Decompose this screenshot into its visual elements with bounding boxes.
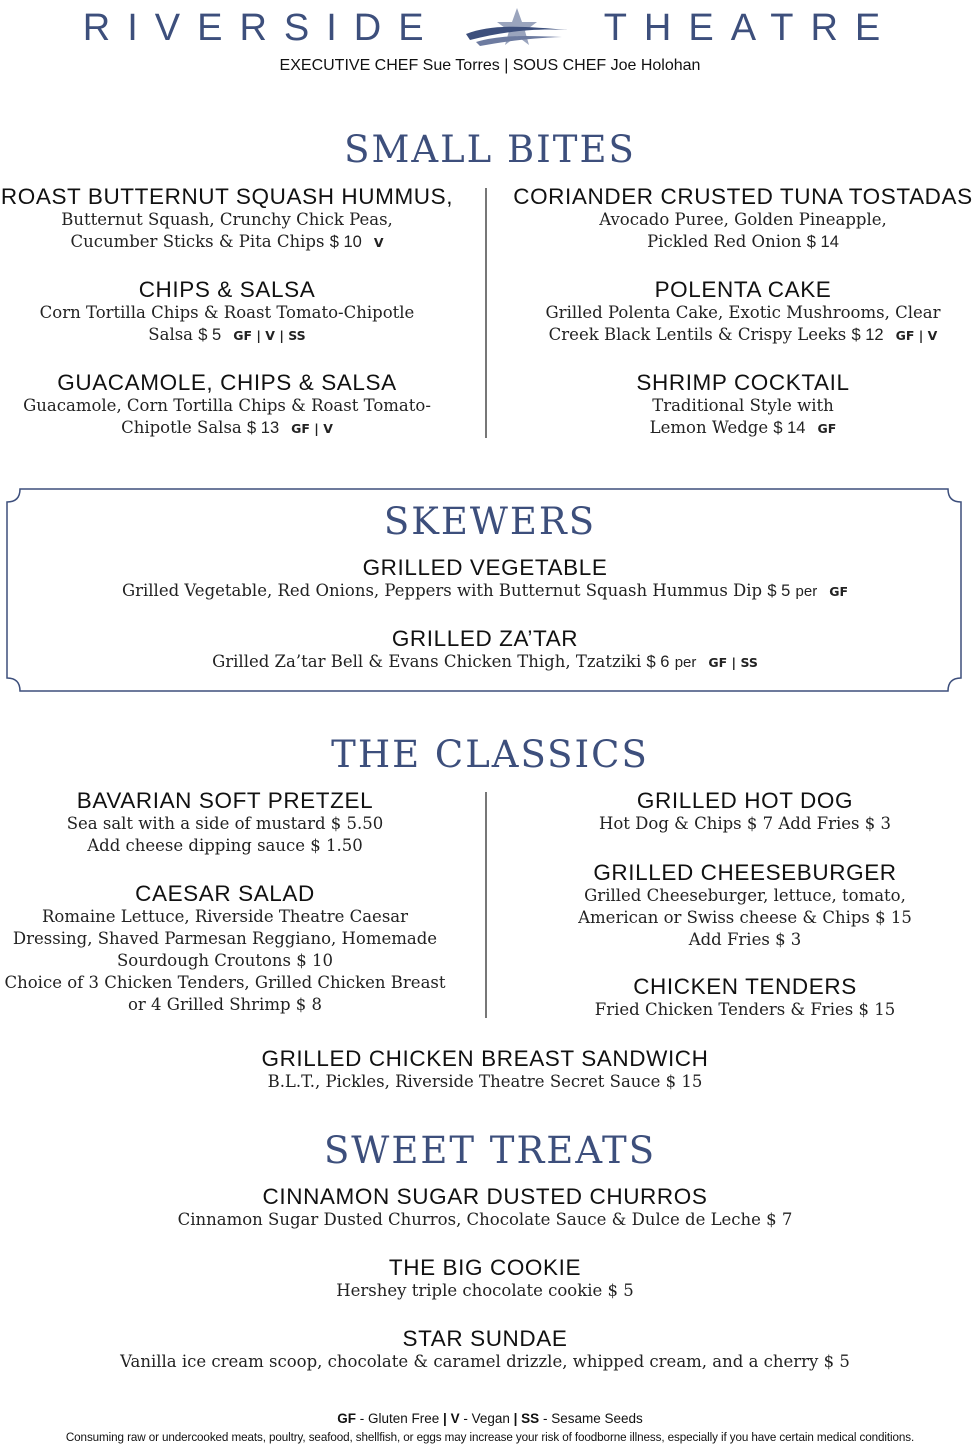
sweet-item bbox=[20, 1326, 950, 1373]
item-price: $ 6 bbox=[646, 653, 670, 671]
small-bites-divider bbox=[485, 188, 487, 438]
item-description: Cinnamon Sugar Dusted Churros, Chocolate Sauce & Dulce de Leche $ 7 bbox=[177, 1210, 793, 1229]
classics-left-item bbox=[0, 881, 465, 1016]
small-bites-right-item bbox=[503, 184, 980, 253]
item-price: $ 10 bbox=[329, 233, 362, 251]
item-name: GUACAMOLE, CHIPS & SALSA bbox=[57, 370, 397, 395]
theatre-logo bbox=[0, 4, 980, 52]
description-text: Grilled Za’tar Bell & Evans Chicken Thigh, Tzatziki bbox=[212, 652, 642, 671]
item-price: $ 5 bbox=[198, 326, 222, 344]
item-description bbox=[0, 950, 465, 972]
item-name: GRILLED VEGETABLE bbox=[362, 555, 608, 580]
legend-separator: | bbox=[509, 1411, 522, 1426]
item-name: CORIANDER CRUSTED TUNA TOSTADAS bbox=[513, 184, 973, 209]
sweet-treats-title: SWEET TREATS bbox=[323, 1129, 657, 1172]
item-price: $ 12 bbox=[851, 326, 884, 344]
item-description bbox=[0, 994, 465, 1016]
small-bites-left-item bbox=[0, 370, 467, 440]
item-description bbox=[503, 395, 980, 417]
description-text: Dressing, Shaved Parmesan Reggiano, Homemade bbox=[12, 929, 438, 948]
logo-text-left: RIVERSIDE bbox=[82, 6, 441, 49]
item-description bbox=[0, 395, 467, 417]
skewer-item bbox=[20, 626, 950, 674]
item-name: STAR SUNDAE bbox=[402, 1326, 568, 1351]
description-text: Pickled Red Onion bbox=[647, 232, 802, 251]
description-text: Add Fries $ 3 bbox=[688, 930, 802, 949]
dietary-tags: GF | V | SS bbox=[233, 328, 306, 343]
item-description bbox=[0, 324, 467, 347]
description-text: Guacamole, Corn Tortilla Chips & Roast Tomato- bbox=[23, 396, 431, 415]
item-description bbox=[0, 906, 465, 928]
item-description bbox=[20, 580, 950, 603]
legend-code: SS bbox=[521, 1411, 540, 1426]
item-description bbox=[503, 209, 980, 231]
classics-left-item bbox=[0, 788, 465, 857]
item-price: $ 14 bbox=[773, 419, 806, 437]
dietary-legend: GF - Gluten Free | V - Vegan | SS - Sesame Seeds bbox=[337, 1411, 643, 1426]
item-description bbox=[20, 651, 950, 674]
description-text: Grilled Cheeseburger, lettuce, tomato, bbox=[584, 886, 906, 905]
item-name: THE BIG COOKIE bbox=[388, 1255, 582, 1280]
description-text: Chipotle Salsa bbox=[121, 418, 242, 437]
item-price: $ 5 bbox=[767, 582, 791, 600]
dietary-tags: GF | V bbox=[895, 328, 938, 343]
legend-label: Sesame Seeds bbox=[551, 1411, 643, 1426]
legend-code: GF bbox=[337, 1411, 356, 1426]
description-text: Grilled Vegetable, Red Onions, Peppers with Butternut Squash Hummus Dip bbox=[121, 581, 763, 600]
item-description bbox=[505, 907, 980, 929]
dietary-tags: GF | SS bbox=[708, 655, 758, 670]
description-text: Romaine Lettuce, Riverside Theatre Caesar bbox=[41, 907, 409, 926]
description-text: Choice of 3 Chicken Tenders, Grilled Chicken Breast bbox=[4, 973, 446, 992]
classics-divider bbox=[485, 792, 487, 1018]
legend-code: V bbox=[450, 1411, 460, 1426]
item-name: GRILLED ZA’TAR bbox=[391, 626, 579, 651]
item-description: Vanilla ice cream scoop, chocolate & caramel drizzle, whipped cream, and a cherry $ 5 bbox=[120, 1352, 850, 1371]
item-name: GRILLED CHEESEBURGER bbox=[593, 860, 897, 885]
small-bites-right-item bbox=[503, 370, 980, 440]
sweet-item bbox=[20, 1255, 950, 1302]
description-text: Traditional Style with bbox=[652, 396, 834, 415]
item-description bbox=[503, 231, 980, 253]
item-name: CHIPS & SALSA bbox=[138, 277, 316, 302]
dietary-tags: GF bbox=[817, 421, 837, 436]
description-text: Add cheese dipping sauce $ 1.50 bbox=[87, 836, 363, 855]
dietary-tags: GF bbox=[829, 584, 849, 599]
item-description bbox=[245, 1071, 725, 1093]
item-name: POLENTA CAKE bbox=[654, 277, 832, 302]
description-text: American or Swiss cheese & Chips $ 15 bbox=[578, 908, 912, 927]
price-unit: per bbox=[795, 583, 818, 600]
item-name: GRILLED HOT DOG bbox=[636, 788, 854, 813]
description-text: Sourdough Croutons $ 10 bbox=[116, 951, 334, 970]
star-swoosh-icon bbox=[462, 4, 572, 52]
item-name: CHICKEN TENDERS bbox=[633, 974, 857, 999]
legend-separator: | bbox=[439, 1411, 451, 1426]
skewer-item bbox=[20, 555, 950, 603]
description-text: Butternut Squash, Crunchy Chick Peas, bbox=[61, 210, 393, 229]
description-text: Creek Black Lentils & Crispy Leeks bbox=[548, 325, 847, 344]
item-description bbox=[505, 813, 980, 835]
item-description bbox=[505, 999, 980, 1021]
classics-center-item bbox=[245, 1046, 725, 1093]
item-description bbox=[503, 324, 980, 347]
item-description: Hershey triple chocolate cookie $ 5 bbox=[336, 1281, 634, 1300]
item-price: $ 14 bbox=[806, 233, 839, 251]
legend-label: Gluten Free bbox=[368, 1411, 440, 1426]
small-bites-left-item bbox=[0, 184, 467, 254]
item-description bbox=[0, 813, 465, 835]
description-text: Cucumber Sticks & Pita Chips bbox=[70, 232, 325, 251]
price-unit: per bbox=[674, 654, 697, 671]
classics-right-item bbox=[505, 788, 980, 835]
item-name: CINNAMON SUGAR DUSTED CHURROS bbox=[262, 1184, 708, 1209]
logo-text-right: THEATRE bbox=[603, 6, 898, 49]
description-text: B.L.T., Pickles, Riverside Theatre Secret Sauce $ 15 bbox=[267, 1072, 703, 1091]
dietary-tags: V bbox=[373, 235, 384, 250]
dietary-tags: GF | V bbox=[291, 421, 333, 436]
description-text: Salsa bbox=[148, 325, 194, 344]
small-bites-right-item bbox=[503, 277, 980, 347]
item-description bbox=[0, 835, 465, 857]
classics-right-item bbox=[505, 860, 980, 951]
item-name: CAESAR SALAD bbox=[135, 881, 315, 906]
item-description bbox=[0, 209, 467, 231]
item-description bbox=[505, 885, 980, 907]
sweet-item bbox=[20, 1184, 950, 1231]
legend-label: Vegan bbox=[471, 1411, 510, 1426]
item-description bbox=[0, 417, 467, 440]
item-name: BAVARIAN SOFT PRETZEL bbox=[76, 788, 374, 813]
description-text: Hot Dog & Chips $ 7 Add Fries $ 3 bbox=[598, 814, 891, 833]
item-price: $ 13 bbox=[247, 419, 280, 437]
item-description bbox=[503, 302, 980, 324]
description-text: Sea salt with a side of mustard $ 5.50 bbox=[66, 814, 384, 833]
small-bites-left-item bbox=[0, 277, 467, 347]
item-name: SHRIMP COCKTAIL bbox=[636, 370, 850, 395]
classics-right-item bbox=[505, 974, 980, 1021]
small-bites-title: SMALL BITES bbox=[344, 128, 636, 171]
food-safety-disclaimer: Consuming raw or undercooked meats, poultry, seafood, shellfish, or eggs may increase your risk of foodborne illness, especially if you have certain medical conditions. bbox=[65, 1430, 915, 1444]
skewers-title: SKEWERS bbox=[383, 500, 597, 543]
description-text: or 4 Grilled Shrimp $ 8 bbox=[127, 995, 323, 1014]
item-description bbox=[505, 929, 980, 951]
classics-title: THE CLASSICS bbox=[331, 733, 649, 776]
description-text: Corn Tortilla Chips & Roast Tomato-Chipotle bbox=[39, 303, 415, 322]
item-name: ROAST BUTTERNUT SQUASH HUMMUS, bbox=[0, 184, 454, 209]
item-description bbox=[0, 972, 465, 994]
item-name: GRILLED CHICKEN BREAST SANDWICH bbox=[261, 1046, 709, 1071]
description-text: Grilled Polenta Cake, Exotic Mushrooms, Clear bbox=[545, 303, 941, 322]
item-description bbox=[0, 231, 467, 254]
item-description bbox=[0, 302, 467, 324]
chefs-line: EXECUTIVE CHEF Sue Torres | SOUS CHEF Joe Holohan bbox=[279, 57, 701, 74]
item-description bbox=[0, 928, 465, 950]
description-text: Avocado Puree, Golden Pineapple, bbox=[599, 210, 887, 229]
item-description bbox=[503, 417, 980, 440]
description-text: Lemon Wedge bbox=[649, 418, 769, 437]
description-text: Fried Chicken Tenders & Fries $ 15 bbox=[594, 1000, 896, 1019]
